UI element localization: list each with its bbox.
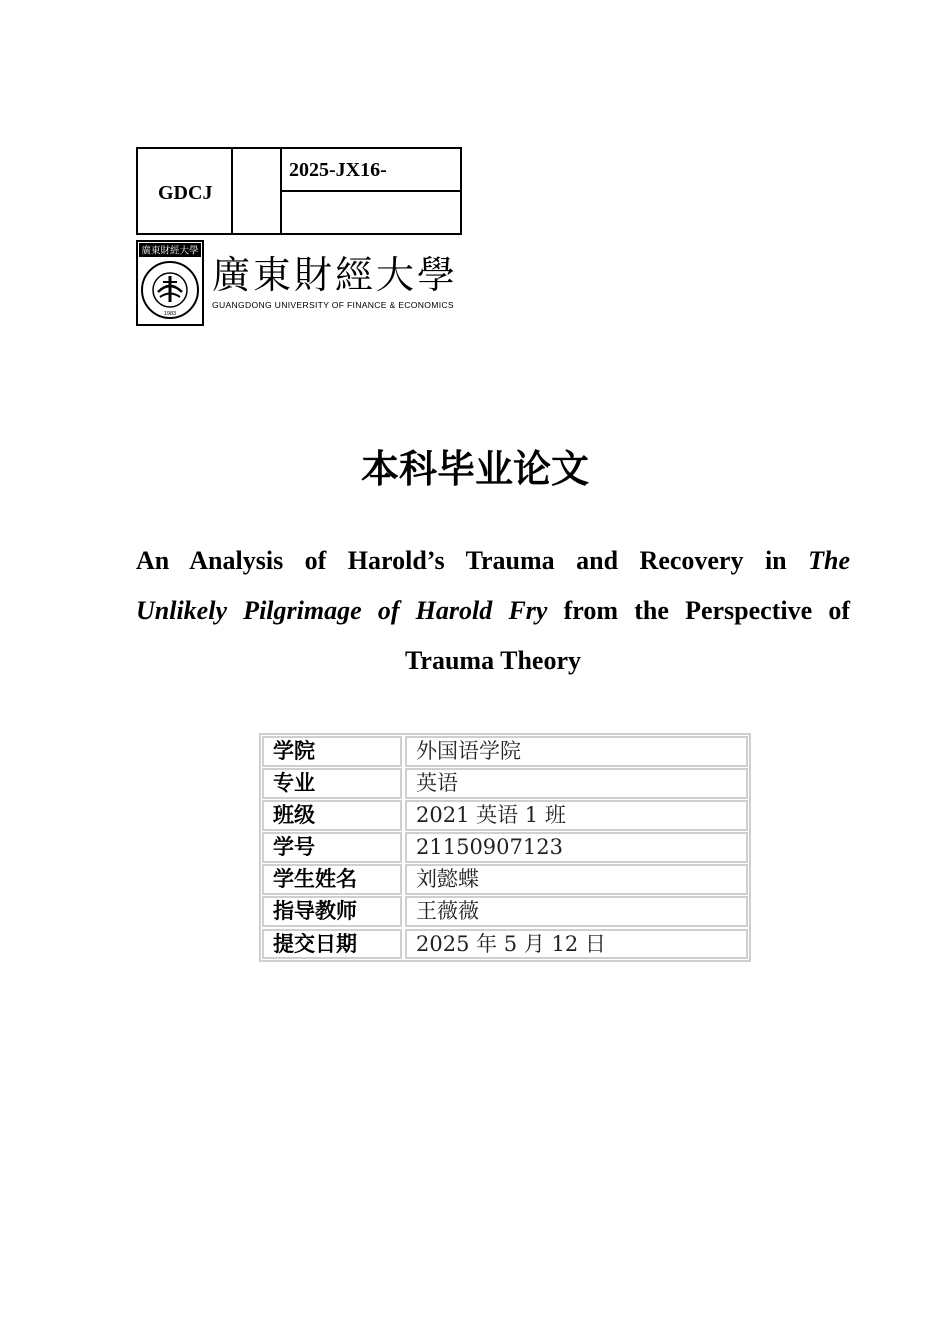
info-label-class: 班级 bbox=[262, 800, 402, 831]
info-value-student-id: 21150907123 bbox=[405, 832, 748, 863]
info-value-advisor: 王薇薇 bbox=[405, 896, 748, 927]
table-row bbox=[262, 864, 748, 895]
table-row bbox=[262, 736, 748, 767]
seal-top-text: 廣東財經大學 bbox=[141, 245, 199, 257]
info-value-college: 外国语学院 bbox=[405, 736, 748, 767]
university-seal-icon bbox=[136, 240, 204, 326]
thesis-title bbox=[136, 536, 850, 686]
document-title: 本科毕业论文 bbox=[360, 447, 589, 491]
info-value-major: 英语 bbox=[405, 768, 748, 799]
thesis-serial-number: 2025-JX16- bbox=[289, 159, 387, 181]
thesis-title-line-1: An Analysis of Harold’s Trauma and Recovery in The bbox=[136, 546, 850, 575]
info-label-submit-date: 提交日期 bbox=[262, 929, 402, 960]
table-row bbox=[262, 896, 748, 927]
info-value-class: 2021 英语 1 班 bbox=[405, 800, 748, 831]
info-value-student-name: 刘懿蝶 bbox=[405, 864, 748, 895]
table-row bbox=[262, 832, 748, 863]
box-divider bbox=[231, 149, 233, 233]
info-label-student-id: 学号 bbox=[262, 832, 402, 863]
thesis-title-line-3: Trauma Theory bbox=[405, 646, 581, 675]
table-row bbox=[262, 929, 748, 960]
university-name-cn: 廣東財經大學 bbox=[212, 253, 459, 297]
info-label-student-name: 学生姓名 bbox=[262, 864, 402, 895]
box-divider bbox=[280, 190, 460, 192]
university-logo bbox=[136, 240, 466, 328]
info-label-major: 专业 bbox=[262, 768, 402, 799]
info-label-college: 学院 bbox=[262, 736, 402, 767]
table-row bbox=[262, 800, 748, 831]
student-info-table bbox=[259, 733, 751, 962]
school-code: GDCJ bbox=[158, 182, 213, 204]
table-row bbox=[262, 768, 748, 799]
university-name-en: GUANGDONG UNIVERSITY OF FINANCE & ECONOMICS bbox=[212, 300, 454, 310]
seal-year: 1983 bbox=[163, 311, 177, 317]
info-label-advisor: 指导教师 bbox=[262, 896, 402, 927]
info-value-submit-date: 2025 年 5 月 12 日 bbox=[405, 929, 748, 960]
thesis-title-line-2: Unlikely Pilgrimage of Harold Fry from the Perspective of bbox=[136, 596, 850, 625]
classification-code-box bbox=[136, 147, 462, 235]
